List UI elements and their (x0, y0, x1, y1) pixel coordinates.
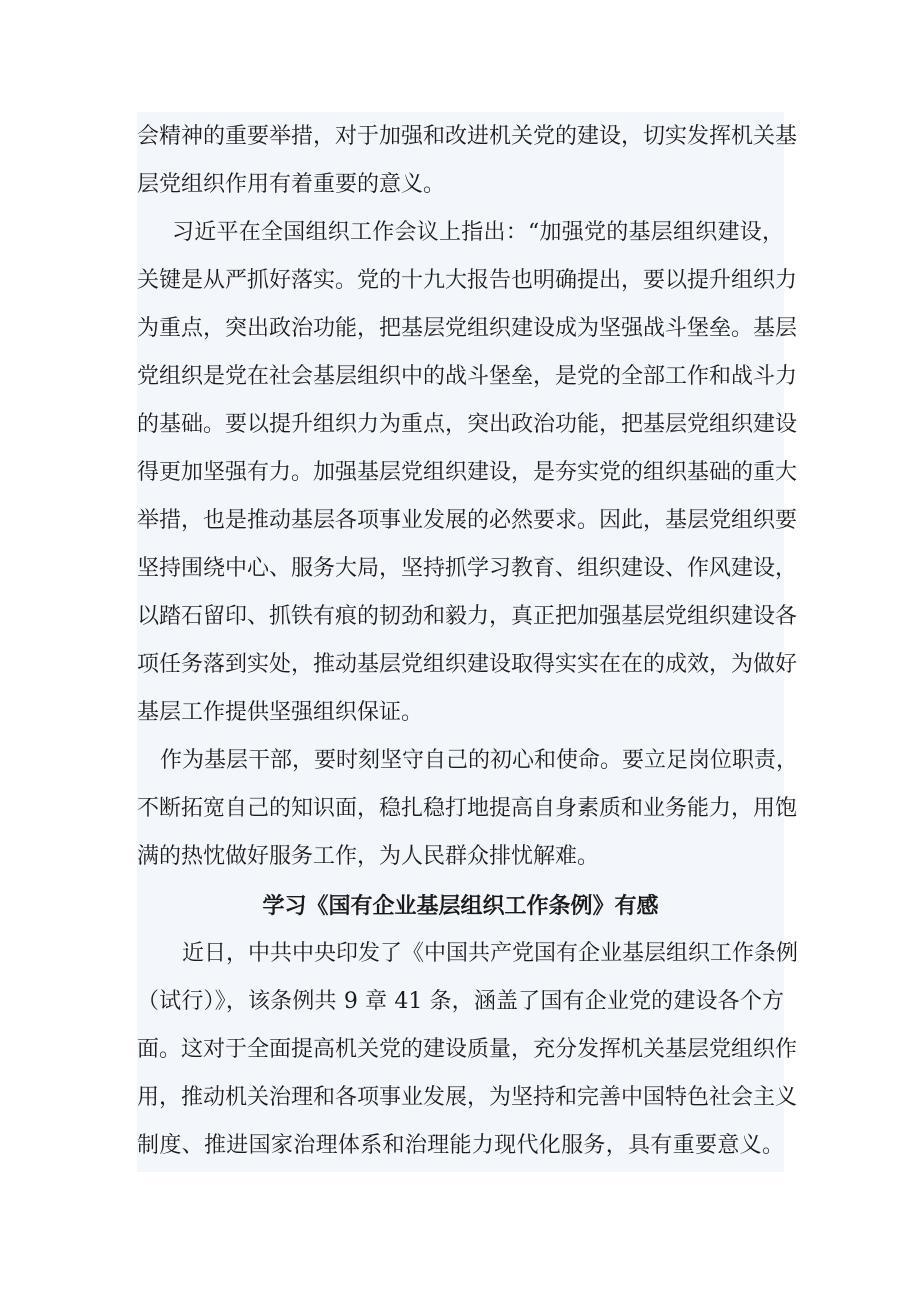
paragraph-line: 得更加坚强有力。加强基层党组织建设，是夯实党的组织基础的重大 (137, 460, 798, 485)
paragraph-line: 基层工作提供坚强组织保证。 (137, 700, 424, 725)
paragraph-line: 党组织是党在社会基层组织中的战斗堡垒，是党的全部工作和战斗力 (137, 364, 798, 389)
paragraph-line: 制度、推进国家治理体系和治理能力现代化服务，具有重要意义。 (137, 1133, 784, 1158)
paragraph-line: （试行）》，该条例共 9 章 41 条，涵盖了国有企业党的建设各个方 (137, 989, 784, 1014)
paragraph-line: 作为基层干部，要时刻坚守自己的初心和使命。要立足岗位职责， (160, 748, 799, 773)
paragraph-line: 以踏石留印、抓铁有痕的韧劲和毅力，真正把加强基层党组织建设各 (137, 604, 798, 629)
paragraph-line: 举措，也是推动基层各项事业发展的必然要求。因此，基层党组织要 (137, 508, 798, 533)
paragraph-line: 习近平在全国组织工作会议上指出：“加强党的基层组织建设， (172, 220, 784, 245)
paragraph-line: 项任务落到实处，推动基层党组织建设取得实实在在的成效，为做好 (137, 652, 798, 677)
section-heading: 学习《国有企业基层组织工作条例》有感 (262, 893, 659, 919)
paragraph-line: 满的热忱做好服务工作，为人民群众排忧解难。 (137, 844, 600, 869)
paragraph-line: 坚持围绕中心、服务大局，坚持抓学习教育、组织建设、作风建设， (137, 556, 798, 581)
paragraph-line: 为重点，突出政治功能，把基层党组织建设成为坚强战斗堡垒。基层 (137, 316, 798, 341)
paragraph-line: 面。这对于全面提高机关党的建设质量，充分发挥机关基层党组织作 (137, 1037, 798, 1062)
paragraph-line: 关键是从严抓好落实。党的十九大报告也明确提出，要以提升组织力 (137, 268, 798, 293)
paragraph-line: 会精神的重要举措，对于加强和改进机关党的建设，切实发挥机关基 (137, 124, 798, 149)
paragraph-line: 不断拓宽自己的知识面，稳扎稳打地提高自身素质和业务能力，用饱 (137, 796, 798, 821)
paragraph-line: 用，推动机关治理和各项事业发展，为坚持和完善中国特色社会主义 (137, 1085, 798, 1110)
paragraph-line: 的基础。要以提升组织力为重点，突出政治功能，把基层党组织建设 (137, 412, 798, 437)
paragraph-line: 近日，中共中央印发了《中国共产党国有企业基层组织工作条例 (182, 941, 799, 966)
paragraph-line: 层党组织作用有着重要的意义。 (137, 172, 446, 197)
